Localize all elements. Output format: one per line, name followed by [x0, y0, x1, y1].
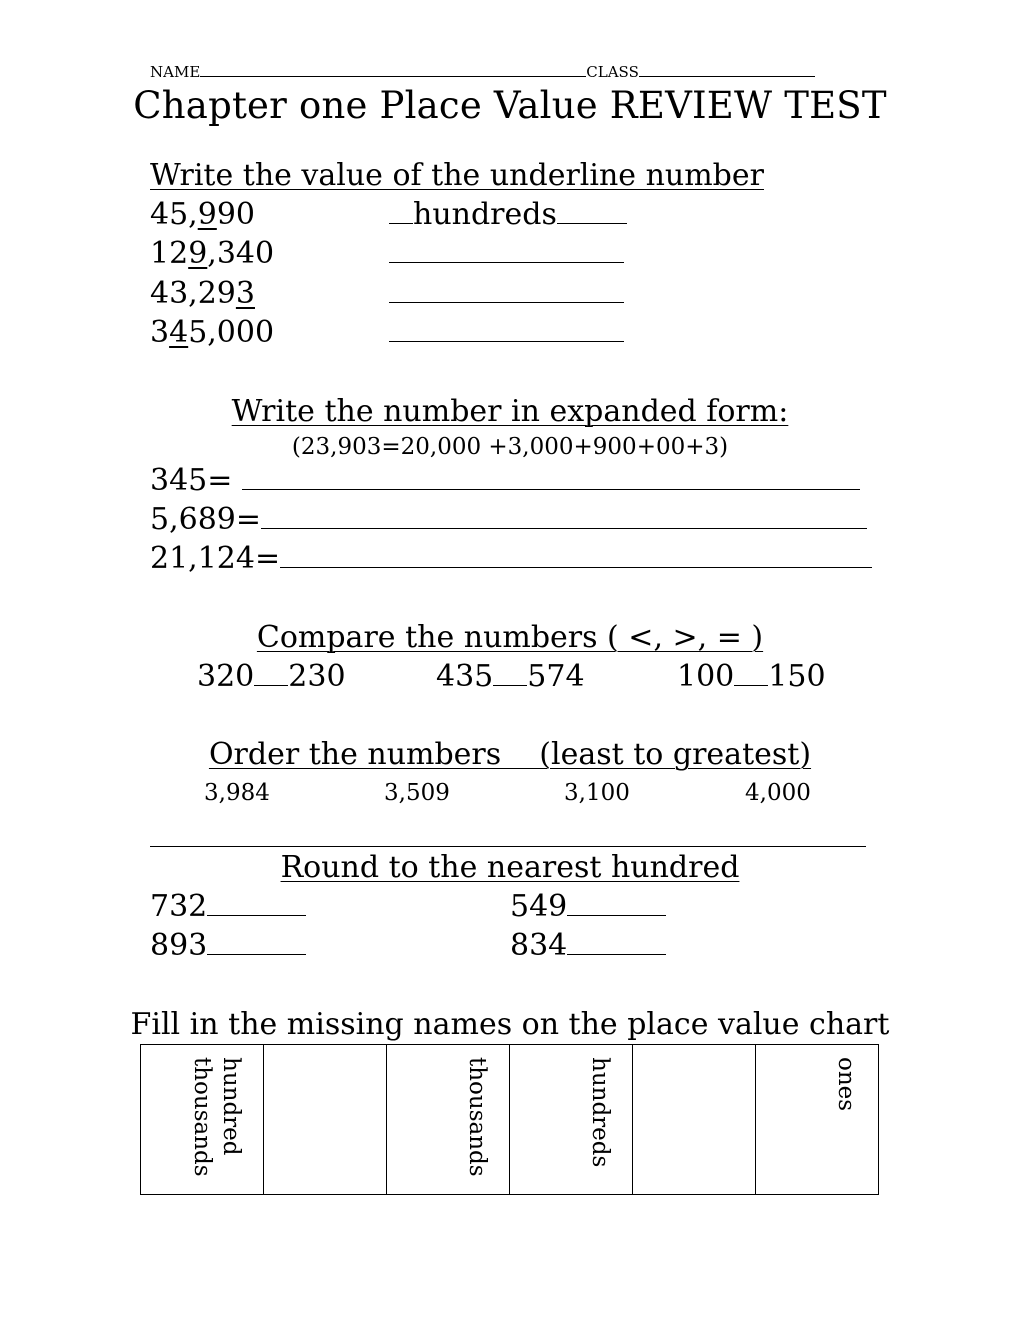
chart-label-hundreds: hundreds — [587, 1057, 613, 1168]
value-answer-1[interactable]: hundreds — [389, 197, 627, 232]
expanded-section-heading: Write the number in expanded form: — [231, 394, 789, 429]
round-item-2[interactable]: 549 — [510, 889, 666, 924]
order-answer-line[interactable] — [150, 846, 866, 847]
order-number-2: 3,509 — [384, 780, 450, 806]
place-value-chart — [140, 1044, 879, 1195]
expanded-row-3[interactable]: 21,124= — [150, 541, 872, 576]
round-item-4[interactable]: 834 — [510, 928, 666, 963]
round-item-3[interactable]: 893 — [150, 928, 306, 963]
chart-label-thousands: thousands — [464, 1057, 490, 1177]
compare-pair-3[interactable]: 100 150 — [677, 659, 826, 694]
order-number-4: 4,000 — [745, 780, 811, 806]
round-item-1[interactable]: 732 — [150, 889, 306, 924]
name-blank[interactable] — [200, 75, 586, 77]
value-number-1: 45,990 — [150, 197, 255, 232]
compare-section-heading: Compare the numbers ( <, >, = ) — [256, 620, 764, 655]
expanded-row-1[interactable]: 345= — [150, 463, 860, 498]
order-number-3: 3,100 — [564, 780, 630, 806]
chart-cell-blank-tens[interactable] — [633, 1045, 756, 1195]
value-number-3: 43,293 — [150, 276, 255, 311]
chart-cell-hundreds — [510, 1045, 633, 1195]
chart-cell-hundred-thousands — [141, 1045, 264, 1195]
chart-cell-ones — [756, 1045, 879, 1195]
chart-cell-blank-ten-thousands[interactable] — [264, 1045, 387, 1195]
order-section-heading: Order the numbers (least to greatest) — [208, 737, 812, 772]
chart-label-ones: ones — [833, 1057, 859, 1112]
value-answer-2[interactable] — [389, 236, 624, 271]
chart-cell-thousands — [387, 1045, 510, 1195]
value-number-4: 345,000 — [150, 315, 275, 350]
order-number-1: 3,984 — [204, 780, 270, 806]
class-label: CLASS — [586, 63, 639, 81]
compare-pair-2[interactable]: 435 574 — [436, 659, 585, 694]
value-section-heading: Write the value of the underline number — [150, 158, 764, 193]
name-field-row — [150, 63, 815, 81]
value-answer-3[interactable] — [389, 276, 624, 311]
name-label: NAME — [150, 63, 201, 81]
expanded-row-2[interactable]: 5,689= — [150, 502, 867, 537]
expanded-example: (23,903=20,000 +3,000+900+00+3) — [291, 434, 729, 460]
value-answer-4[interactable] — [389, 315, 624, 350]
class-blank[interactable] — [639, 75, 815, 77]
chart-label-hundred-thousands: hundred thousands — [189, 1057, 244, 1177]
page-title: Chapter one Place Value REVIEW TEST — [133, 84, 887, 127]
compare-pair-1[interactable]: 320 230 — [197, 659, 346, 694]
round-section-heading: Round to the nearest hundred — [280, 850, 740, 885]
value-number-2: 129,340 — [150, 236, 275, 271]
chart-section-heading: Fill in the missing names on the place value chart — [130, 1007, 890, 1042]
